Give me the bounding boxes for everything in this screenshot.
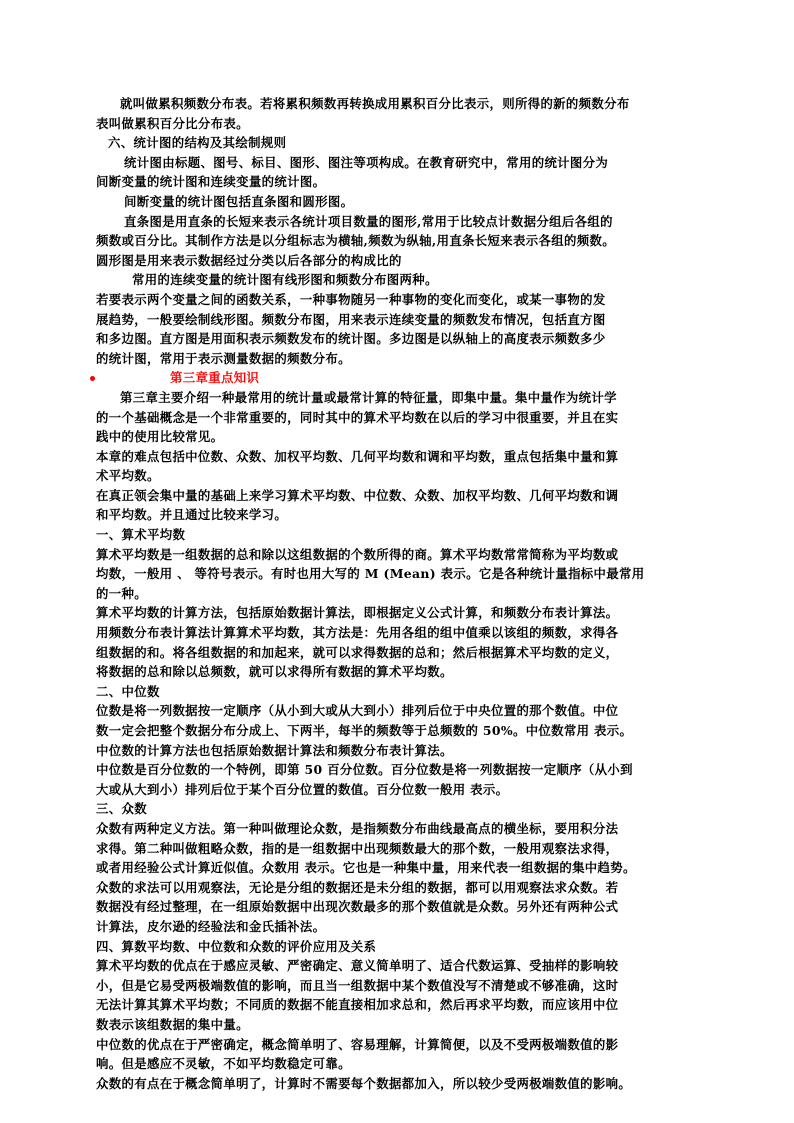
text-line: 和多边图。直方图是用面积表示频数发布的统计图。多边图是以纵轴上的高度表示频数多少 xyxy=(96,331,606,347)
text-line: 小，但是它易受两极端数值的影响，而且当一组数据中某个数值没写不清楚或不够准确，这时 xyxy=(96,977,619,993)
text-line: 和平均数。并且通过比较来学习。 xyxy=(96,507,288,523)
text-line: 用频数分布表计算法计算算术平均数，其方法是：先用各组的组中值乘以该组的频数，求得各 xyxy=(96,625,619,641)
text-line: 数据没有经过整理，在一组原始数据中出现次数最多的那个数值就是众数。另外还有两种公式 xyxy=(96,899,619,915)
text-line: 众数有两种定义方法。第一种叫做理论众数，是指频数分布曲线最高点的横坐标，要用积分法 xyxy=(96,820,619,836)
text-line: 六、统计图的结构及其绘制规则 xyxy=(108,135,287,151)
text-line: 统计图由标题、图号、标目、图形、图注等项构成。在教育研究中，常用的统计图分为 xyxy=(124,154,609,170)
text-line: 常用的连续变量的统计图有线形图和频数分布图两种。 xyxy=(132,272,438,288)
text-line: 组数据的和。将各组数据的和加起来，就可以求得数据的总和；然后根据算术平均数的定义， xyxy=(96,644,619,660)
text-line: 将数据的总和除以总频数，就可以求得所有数据的算术平均数。 xyxy=(96,664,453,680)
text-line: 中位数是百分位数的一个特例，即第 50 百分位数。百分位数是将一列数据按一定顺序（从小到 xyxy=(96,762,633,778)
text-line: 频数或百分比。其制作方法是以分组标志为横轴,频数为纵轴,用直条长短来表示各组的频数。 xyxy=(96,233,615,249)
text-line: 响。但是感应不灵敏，不如平均数稳定可靠。 xyxy=(96,1056,351,1072)
section-statistical-charts xyxy=(96,94,678,368)
text-line: 算术平均数的优点在于感应灵敏、严密确定、意义简单明了、适合代数运算、受抽样的影响较 xyxy=(96,958,619,974)
text-line: 本章的难点包括中位数、众数、加权平均数、几何平均数和调和平均数，重点包括集中量和算 xyxy=(96,448,619,464)
text-line: 展趋势，一般要绘制线形图。频数分布图，用来表示连续变量的频数发布情况，包括直方图 xyxy=(96,311,606,327)
text-line: 间断变量的统计图和连续变量的统计图。 xyxy=(96,174,326,190)
text-line: 众数的求法可以用观察法，无论是分组的数据还是未分组的数据，都可以用观察法求众数。若 xyxy=(96,879,619,895)
text-line: 直条图是用直条的长短来表示各统计项目数量的图形,常用于比较点计数据分组后各组的 xyxy=(124,213,613,229)
text-line: 术平均数。 xyxy=(96,468,160,484)
text-line: 的统计图，常用于表示测量数据的频数分布。 xyxy=(96,350,351,366)
text-line: 中位数的计算方法也包括原始数据计算法和频数分布表计算法。 xyxy=(96,742,453,758)
text-line: 算术平均数的计算方法，包括原始数据计算法，即根据定义公式计算，和频数分布表计算法。 xyxy=(96,605,619,621)
text-line: 一、算术平均数 xyxy=(96,527,186,543)
text-line: 或者用经验公式计算近似值。众数用 表示。它也是一种集中量，用来代表一组数据的集中趋势。 xyxy=(96,860,636,876)
text-line: 践中的使用比较常见。 xyxy=(96,429,224,445)
text-line: 众数的有点在于概念简单明了，计算时不需要每个数据都加入，所以较少受两极端数值的影响。 xyxy=(96,1075,632,1091)
text-line: 第三章主要介绍一种最常用的统计量或最常计算的特征量，即集中量。集中量作为统计学 xyxy=(120,389,617,405)
text-line: 数表示该组数据的集中量。 xyxy=(96,1016,249,1032)
text-line: 就叫做累积频数分布表。若将累积频数再转换成用累积百分比表示，则所得的新的频数分布 xyxy=(120,96,630,111)
text-line: 计算法，皮尔逊的经验法和金氏插补法。 xyxy=(96,918,326,934)
text-line: 的一个基础概念是一个非常重要的，同时其中的算术平均数在以后的学习中很重要，并且在实 xyxy=(96,409,619,425)
text-line: 间断变量的统计图包括直条图和圆形图。 xyxy=(124,193,354,209)
document-body xyxy=(96,94,678,1093)
text-line: 在真正领会集中量的基础上来学习算术平均数、中位数、众数、加权平均数、几何平均数和调 xyxy=(96,487,619,503)
text-line: 数一定会把整个数据分布分成上、下两半，每半的频数等于总频数的 50%。中位数常用 表示。 xyxy=(96,723,633,738)
text-line: 的一种。 xyxy=(96,585,147,601)
text-line: 表叫做累积百分比分布表。 xyxy=(96,115,249,131)
section-chapter-three xyxy=(96,388,678,1093)
text-line: 位数是将一列数据按一定顺序（从小到大或从大到小）排列后位于中央位置的那个数值。中位 xyxy=(96,703,619,719)
chapter-heading xyxy=(96,368,678,388)
text-line: 圆形图是用来表示数据经过分类以后各部分的构成比的 xyxy=(96,252,402,268)
text-line: 若要表示两个变量之间的函数关系，一种事物随另一种事物的变化而变化，或某一事物的发 xyxy=(96,291,606,307)
text-line: 二、中位数 xyxy=(96,683,160,699)
text-line: 算术平均数是一组数据的总和除以这组数据的个数所得的商。算术平均数常常简称为平均数或 xyxy=(96,546,619,562)
text-line: 无法计算其算术平均数；不同质的数据不能直接相加求总和，然后再求平均数，而应该用中位 xyxy=(96,997,619,1013)
text-line: 均数，一般用 、 等符号表示。有时也用大写的 M (Mean) 表示。它是各种统计量指标中最常用 xyxy=(96,566,645,582)
text-line: 中位数的优点在于严密确定，概念简单明了、容易理解，计算简便，以及不受两极端数值的影 xyxy=(96,1036,619,1052)
bullet-icon xyxy=(90,376,95,381)
text-line: 大或从大到小）排列后位于某个百分位置的数值。百分位数一般用 表示。 xyxy=(96,781,509,797)
text-line: 求得。第二种叫做粗略众数，指的是一组数据中出现频数最大的那个数，一般用观察法求得， xyxy=(96,840,619,856)
text-line: 四、算数平均数、中位数和众数的评价应用及关系 xyxy=(96,938,377,954)
chapter-title: 第三章重点知识 xyxy=(170,370,260,386)
text-line: 三、众数 xyxy=(96,801,147,817)
